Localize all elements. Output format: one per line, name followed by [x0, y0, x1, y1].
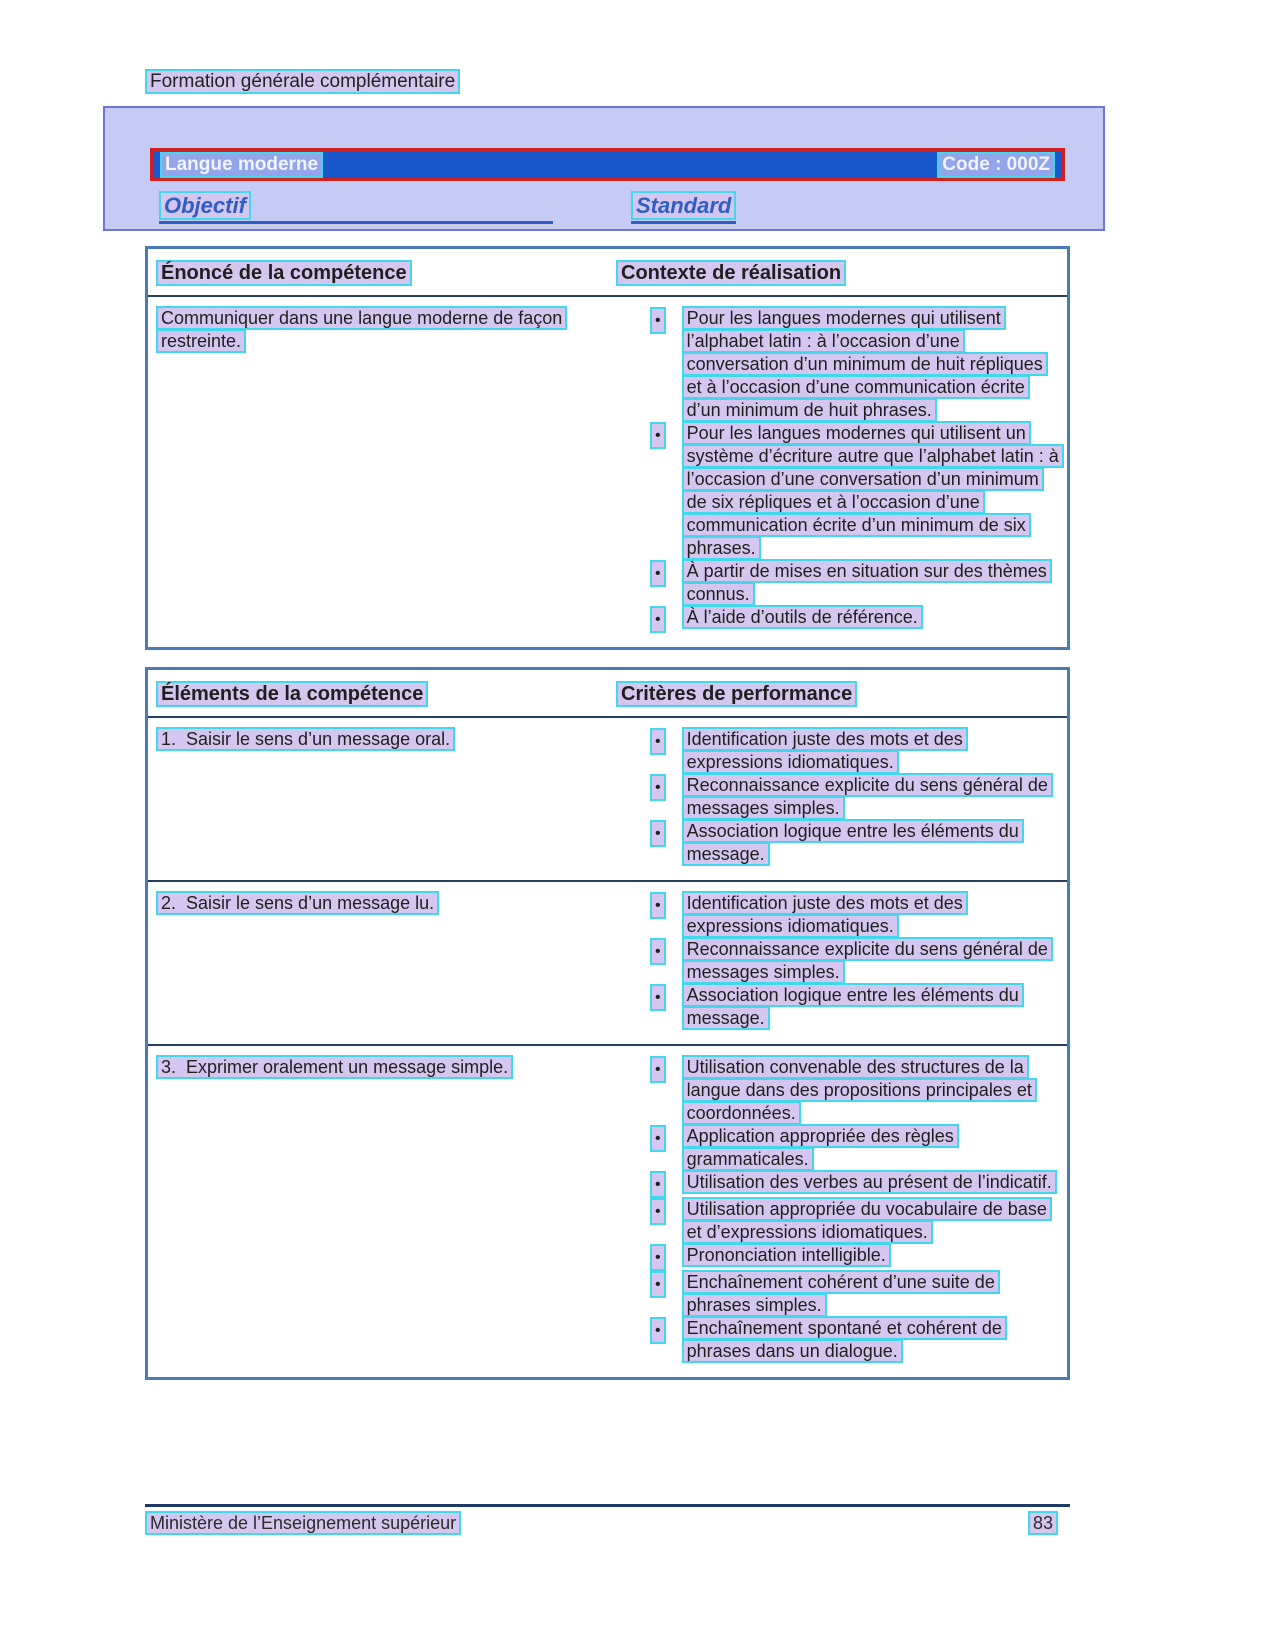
contexte-item-text: Pour les langues modernes qui utilisent un système d’écriture autre que l’alphabet latin : à l’occasion d’une conversation d’un minimum de six répliques et à l’occasion d’une communication écrite d’un minimum de six phrases.: [682, 421, 1064, 560]
criterion-text: Utilisation convenable des structures de la langue dans des propositions principales et coordonnées.: [682, 1055, 1037, 1125]
list-item: [616, 820, 1059, 866]
criterion-text: Identification juste des mots et des expressions idiomatiques.: [682, 891, 968, 938]
list-item: [616, 560, 1059, 606]
list-item: [616, 1171, 1059, 1198]
bullet-icon: [650, 1271, 666, 1298]
bullet-icon: [650, 1125, 666, 1152]
list-item: [616, 1056, 1059, 1125]
criterion-text: Enchaînement cohérent d’une suite de phrases simples.: [682, 1270, 1000, 1317]
bullet-icon: [650, 774, 666, 801]
bullet-icon: [650, 307, 666, 334]
list-item: [616, 307, 1059, 422]
enonce-header-cell: [156, 261, 616, 285]
element-cell: [156, 1056, 616, 1363]
bullet-icon: [650, 938, 666, 965]
course-title-bar: [150, 148, 1065, 181]
contexte-item-text: Pour les langues modernes qui utilisent l’alphabet latin : à l’occasion d’une conversation d’un minimum de huit répliques et à l’occasion d’une communication écrite d’un minimum de huit phrases.: [682, 306, 1048, 422]
title-block: [103, 106, 1105, 231]
page-number: 83: [1028, 1512, 1070, 1535]
competence-table: [145, 246, 1070, 650]
element-cell: [156, 728, 616, 866]
criteria-list: [616, 728, 1059, 866]
objectif-label: Objectif: [159, 191, 251, 220]
criterion-text: Prononciation intelligible.: [682, 1243, 891, 1267]
list-item: [616, 728, 1059, 774]
criterion-text: Identification juste des mots et des expressions idiomatiques.: [682, 727, 968, 774]
document-category: [145, 70, 1275, 94]
criterion-text: Application appropriée des règles grammaticales.: [682, 1124, 959, 1171]
footer-ministry: Ministère de l’Enseignement supérieur: [145, 1512, 461, 1535]
elements-header-label: Éléments de la compétence: [156, 681, 428, 707]
contexte-item-text: À partir de mises en situation sur des thèmes connus.: [682, 559, 1052, 606]
element-cell: [156, 892, 616, 1030]
elements-header-cell: [156, 682, 616, 706]
criteres-header-label: Critères de performance: [616, 681, 857, 707]
bullet-icon: [650, 1198, 666, 1225]
standard-label: Standard: [631, 191, 736, 220]
objectif-heading: [159, 193, 553, 224]
bullet-icon: [650, 1056, 666, 1083]
list-item: [616, 1271, 1059, 1317]
list-item: [616, 892, 1059, 938]
elements-table-header: [148, 670, 1067, 718]
contexte-header-cell: [616, 261, 1059, 285]
enonce-header-label: Énoncé de la compétence: [156, 260, 412, 286]
list-item: [616, 1244, 1059, 1271]
criterion-text: Reconnaissance explicite du sens général de messages simples.: [682, 937, 1053, 984]
objectif-standard-row: [159, 193, 1065, 224]
list-item: [616, 774, 1059, 820]
list-item: [616, 606, 1059, 633]
element-text: 2. Saisir le sens d’un message lu.: [156, 891, 439, 915]
element-row-2: [148, 880, 1067, 1044]
element-row-1: [148, 718, 1067, 880]
bullet-icon: [650, 892, 666, 919]
standard-heading: [631, 193, 736, 224]
element-text: 1. Saisir le sens d’un message oral.: [156, 727, 455, 751]
bullet-icon: [650, 1244, 666, 1271]
contexte-list: [616, 307, 1059, 633]
bullet-icon: [650, 728, 666, 755]
list-item: [616, 1198, 1059, 1244]
list-item: [616, 1125, 1059, 1171]
contexte-header-label: Contexte de réalisation: [616, 260, 846, 286]
competence-table-body: [148, 297, 1067, 647]
list-item: [616, 984, 1059, 1030]
document-category-text: Formation générale complémentaire: [145, 69, 460, 94]
elements-table: [145, 667, 1070, 1380]
bullet-icon: [650, 422, 666, 449]
bullet-icon: [650, 820, 666, 847]
bullet-icon: [650, 1171, 666, 1198]
element-text: 3. Exprimer oralement un message simple.: [156, 1055, 513, 1079]
list-item: [616, 938, 1059, 984]
page-footer: [145, 1504, 1070, 1535]
criterion-text: Enchaînement spontané et cohérent de phrases dans un dialogue.: [682, 1316, 1007, 1363]
list-item: [616, 422, 1059, 560]
bullet-icon: [650, 984, 666, 1011]
course-title: Langue moderne: [160, 152, 323, 178]
bullet-icon: [650, 1317, 666, 1344]
criterion-text: Association logique entre les éléments du message.: [682, 819, 1024, 866]
list-item: [616, 1317, 1059, 1363]
criterion-text: Utilisation appropriée du vocabulaire de base et d’expressions idiomatiques.: [682, 1197, 1052, 1244]
competence-statement: Communiquer dans une langue moderne de façon restreinte.: [156, 306, 567, 353]
criteria-list: [616, 892, 1059, 1030]
element-row-3: [148, 1044, 1067, 1377]
contexte-item-text: À l’aide d’outils de référence.: [682, 605, 923, 629]
course-code: Code : 000Z: [937, 152, 1055, 178]
bullet-icon: [650, 560, 666, 587]
criteria-list: [616, 1056, 1059, 1363]
bullet-icon: [650, 606, 666, 633]
criterion-text: Reconnaissance explicite du sens général de messages simples.: [682, 773, 1053, 820]
competence-table-header: [148, 249, 1067, 297]
criterion-text: Utilisation des verbes au présent de l’indicatif.: [682, 1170, 1057, 1194]
competence-statement-cell: [156, 307, 616, 633]
criteres-header-cell: [616, 682, 1059, 706]
criterion-text: Association logique entre les éléments du message.: [682, 983, 1024, 1030]
